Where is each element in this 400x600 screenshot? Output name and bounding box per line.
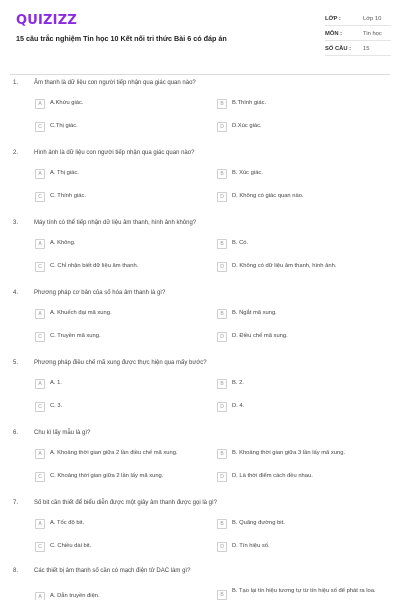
question-number: 2. <box>13 150 19 156</box>
option-text: A. Khuếch đại mã xung. <box>50 310 112 316</box>
question-number: 5. <box>13 360 19 366</box>
option-d[interactable] <box>217 122 387 134</box>
meta-count-label: SỐ CÂU : <box>325 46 352 52</box>
option-a[interactable] <box>35 379 205 391</box>
option-letter-box: B <box>217 519 227 529</box>
option-b[interactable] <box>217 590 387 600</box>
question-6 <box>0 430 400 504</box>
option-text: B. 2. <box>232 380 244 386</box>
option-text: A. Tốc độ bit. <box>50 520 85 526</box>
option-text: C. Khoảng thời gian giữa 2 lần lấy mã xung. <box>50 473 164 479</box>
option-letter-box: A <box>35 99 45 109</box>
option-letter-box: D <box>217 192 227 202</box>
question-4 <box>0 290 400 364</box>
option-text: C. Truyền mã xung. <box>50 333 101 339</box>
question-2 <box>0 150 400 224</box>
meta-grade-label: LỚP : <box>325 16 341 22</box>
question-number: 6. <box>13 430 19 436</box>
question-8 <box>0 568 400 600</box>
meta-divider <box>325 40 391 41</box>
question-7 <box>0 500 400 574</box>
question-text: Máy tính có thể tiếp nhận dữ liệu âm thanh, hình ảnh không? <box>34 220 197 226</box>
option-c[interactable] <box>35 262 205 274</box>
option-letter-box: C <box>35 402 45 412</box>
option-b[interactable] <box>217 449 387 461</box>
option-c[interactable] <box>35 192 205 204</box>
option-a[interactable] <box>35 519 205 531</box>
option-a[interactable] <box>35 239 205 251</box>
option-d[interactable] <box>217 542 387 554</box>
option-letter-box: A <box>35 309 45 319</box>
question-text: Các thiết bị âm thanh số cần có mạch điện tử DAC làm gì? <box>34 568 191 574</box>
quiz-header <box>0 0 400 70</box>
option-text: B. Ngắt mã xung. <box>232 310 277 316</box>
option-text: C. Chỉ nhận biết dữ liệu âm thanh. <box>50 263 139 269</box>
option-text: D. 4. <box>232 403 245 409</box>
option-d[interactable] <box>217 332 387 344</box>
option-text: A. Không. <box>50 240 76 246</box>
option-b[interactable] <box>217 519 387 531</box>
option-text: C. 3. <box>50 403 63 409</box>
question-number: 3. <box>13 220 19 226</box>
question-text: Âm thanh là dữ liệu con người tiếp nhận qua giác quan nào? <box>34 80 196 86</box>
page-title: 15 câu trắc nghiệm Tin học 10 Kết nối tri thức Bài 6 có đáp án <box>16 34 227 43</box>
meta-subject-label: MÔN : <box>325 31 343 37</box>
option-b[interactable] <box>217 99 387 111</box>
option-letter-box: D <box>217 262 227 272</box>
option-letter-box: B <box>217 449 227 459</box>
question-text: Số bit cần thiết để biểu diễn được một giây âm thanh được gọi là gì? <box>34 500 218 506</box>
option-letter-box: D <box>217 472 227 482</box>
option-text: D. Điều chế mã xung. <box>232 333 288 339</box>
option-text: C.Thị giác. <box>50 123 78 129</box>
option-letter-box: B <box>217 590 227 600</box>
option-a[interactable] <box>35 99 205 111</box>
option-text: D. Tín hiệu số. <box>232 543 270 549</box>
meta-grade-value: Lớp 10 <box>363 16 382 22</box>
option-letter-box: B <box>217 239 227 249</box>
option-b[interactable] <box>217 379 387 391</box>
option-text: D.Xúc giác. <box>232 123 262 129</box>
option-a[interactable] <box>35 449 205 461</box>
option-c[interactable] <box>35 122 205 134</box>
option-letter-box: C <box>35 192 45 202</box>
meta-divider <box>325 55 391 56</box>
option-text: C. Chiều dài bit. <box>50 543 92 549</box>
option-letter-box: B <box>217 169 227 179</box>
meta-count <box>325 44 391 55</box>
option-letter-box: C <box>35 332 45 342</box>
meta-divider <box>325 25 391 26</box>
question-3 <box>0 220 400 294</box>
option-letter-box: A <box>35 239 45 249</box>
option-letter-box: A <box>35 519 45 529</box>
quizizz-logo[interactable]: QUIZIZZ <box>16 13 77 28</box>
option-b[interactable] <box>217 169 387 181</box>
option-text: A. 1. <box>50 380 62 386</box>
question-number: 8. <box>13 568 19 574</box>
option-text: A. Khoảng thời gian giữa 2 lần điều chế mã xung. <box>50 450 178 456</box>
option-d[interactable] <box>217 192 387 204</box>
option-text: D. Là thời điểm cách đều nhau. <box>232 473 313 479</box>
option-letter-box: A <box>35 592 45 600</box>
option-letter-box: B <box>217 379 227 389</box>
option-c[interactable] <box>35 332 205 344</box>
meta-subject-value: Tin học <box>363 31 382 37</box>
meta-subject <box>325 29 391 40</box>
option-text: B. Xúc giác. <box>232 170 263 176</box>
option-letter-box: A <box>35 379 45 389</box>
option-letter-box: A <box>35 169 45 179</box>
option-letter-box: C <box>35 262 45 272</box>
option-text: B. Quãng đường bit. <box>232 520 285 526</box>
question-1 <box>0 80 400 154</box>
option-text: B.Thính giác. <box>232 100 267 106</box>
option-a[interactable] <box>35 169 205 181</box>
option-letter-box: D <box>217 332 227 342</box>
option-text: A. Thị giác. <box>50 170 79 176</box>
question-number: 7. <box>13 500 19 506</box>
option-text: D. Không có dữ liệu âm thanh, hình ảnh. <box>232 263 337 269</box>
header-divider <box>10 74 390 75</box>
option-letter-box: D <box>217 542 227 552</box>
option-d[interactable] <box>217 472 387 484</box>
option-d[interactable] <box>217 402 387 414</box>
meta-grade <box>325 14 391 25</box>
option-text: C. Thính giác. <box>50 193 86 199</box>
option-letter-box: A <box>35 449 45 459</box>
option-letter-box: C <box>35 542 45 552</box>
question-number: 4. <box>13 290 19 296</box>
question-number: 1. <box>13 80 19 86</box>
option-c[interactable] <box>35 402 205 414</box>
option-a[interactable] <box>35 592 205 600</box>
option-a[interactable] <box>35 309 205 321</box>
option-text: D. Không có giác quan nào. <box>232 193 304 199</box>
option-text: B. Khoảng thời gian giữa 3 lần lấy mã xung. <box>232 450 346 456</box>
meta-count-value: 15 <box>363 46 370 52</box>
option-text: A.Khứu giác. <box>50 100 84 106</box>
option-letter-box: B <box>217 309 227 319</box>
option-letter-box: C <box>35 122 45 132</box>
option-text: A. Dẫn truyền điện. <box>50 593 100 599</box>
option-text: B. Có. <box>232 240 249 246</box>
option-c[interactable] <box>35 472 205 484</box>
option-b[interactable] <box>217 239 387 251</box>
option-letter-box: D <box>217 402 227 412</box>
option-b[interactable] <box>217 309 387 321</box>
option-letter-box: B <box>217 99 227 109</box>
option-letter-box: C <box>35 472 45 482</box>
question-text: Chu kì lấy mẫu là gì? <box>34 430 91 436</box>
option-d[interactable] <box>217 262 387 274</box>
option-text: B. Tạo lại tín hiệu tương tự từ tín hiệu số để phát ra loa. <box>232 588 376 594</box>
question-5 <box>0 360 400 434</box>
question-text: Phương pháp điều chế mã xung được thực hiện qua mấy bước? <box>34 360 207 366</box>
option-letter-box: D <box>217 122 227 132</box>
option-c[interactable] <box>35 542 205 554</box>
question-text: Hình ảnh là dữ liệu con người tiếp nhận qua giác quan nào? <box>34 150 195 156</box>
question-text: Phương pháp cơ bản của số hóa âm thanh là gì? <box>34 290 166 296</box>
